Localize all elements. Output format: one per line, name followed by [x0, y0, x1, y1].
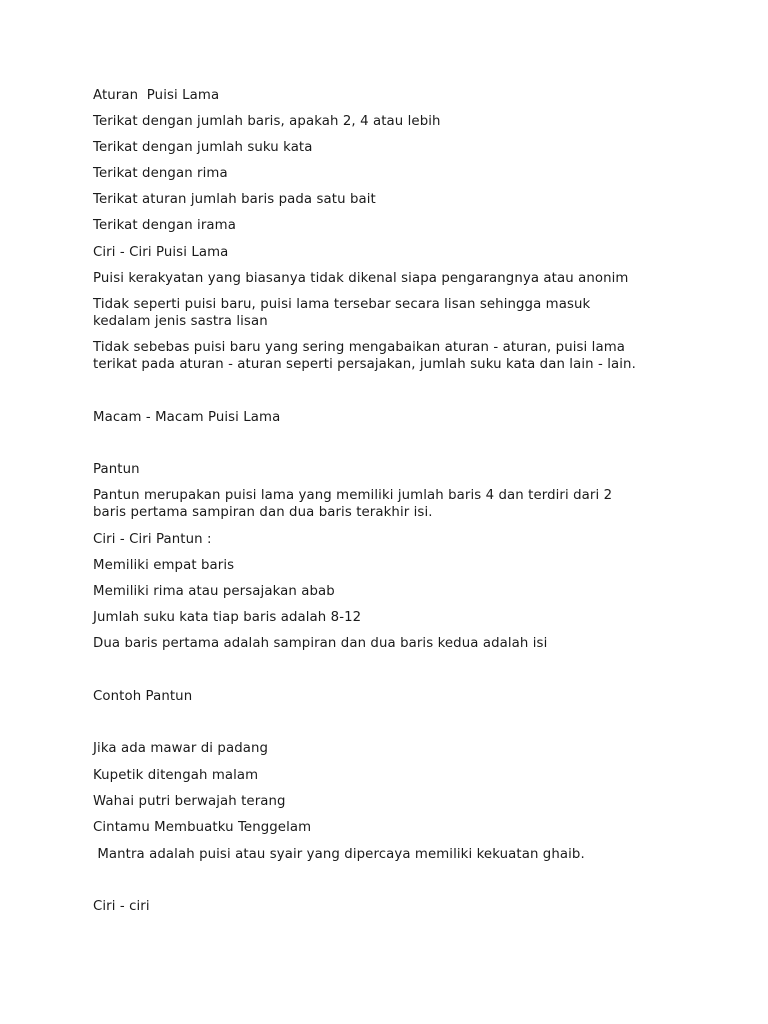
pantun-definition: Pantun merupakan puisi lama yang memiliki jumlah baris 4 dan terdiri dari 2 — [93, 488, 613, 503]
heading-contoh-pantun: Contoh Pantun — [93, 689, 193, 704]
pantun-ciri-line: Memiliki empat baris — [93, 558, 235, 573]
pantun-ciri-line: Memiliki rima atau persajakan abab — [93, 584, 335, 599]
pantun-verse-line: Wahai putri berwajah terang — [93, 794, 286, 809]
pantun-ciri-line: Jumlah suku kata tiap baris adalah 8-12 — [93, 610, 362, 625]
ciri-line-continued: kedalam jenis sastra lisan — [93, 314, 268, 329]
pantun-verse-line: Kupetik ditengah malam — [93, 768, 259, 783]
heading-aturan-puisi-lama: Aturan Puisi Lama — [93, 88, 220, 103]
heading-macam-puisi-lama: Macam - Macam Puisi Lama — [93, 410, 281, 425]
heading-pantun: Pantun — [93, 462, 140, 477]
ciri-line: Puisi kerakyatan yang biasanya tidak dikenal siapa pengarangnya atau anonim — [93, 271, 629, 286]
rule-line: Terikat dengan jumlah baris, apakah 2, 4 atau lebih — [93, 114, 441, 129]
pantun-ciri-line: Dua baris pertama adalah sampiran dan dua baris kedua adalah isi — [93, 636, 548, 651]
pantun-verse-line: Cintamu Membuatku Tenggelam — [93, 820, 312, 835]
rule-line: Terikat dengan rima — [93, 166, 228, 181]
rule-line: Terikat aturan jumlah baris pada satu bait — [93, 192, 376, 207]
rule-line: Terikat dengan jumlah suku kata — [93, 140, 313, 155]
heading-ciri-puisi-lama: Ciri - Ciri Puisi Lama — [93, 245, 229, 260]
ciri-line: Tidak seperti puisi baru, puisi lama tersebar secara lisan sehingga masuk — [93, 297, 591, 312]
rule-line: Terikat dengan irama — [93, 218, 236, 233]
pantun-verse-line: Jika ada mawar di padang — [93, 741, 269, 756]
pantun-definition-continued: baris pertama sampiran dan dua baris terakhir isi. — [93, 505, 433, 520]
ciri-line-continued: terikat pada aturan - aturan seperti persajakan, jumlah suku kata dan lain - lain. — [93, 357, 636, 372]
ciri-line: Tidak sebebas puisi baru yang sering mengabaikan aturan - aturan, puisi lama — [93, 340, 626, 355]
heading-ciri-ciri: Ciri - ciri — [93, 899, 150, 914]
mantra-definition: Mantra adalah puisi atau syair yang dipercaya memiliki kekuatan ghaib. — [93, 847, 585, 862]
heading-ciri-pantun: Ciri - Ciri Pantun : — [93, 532, 212, 547]
